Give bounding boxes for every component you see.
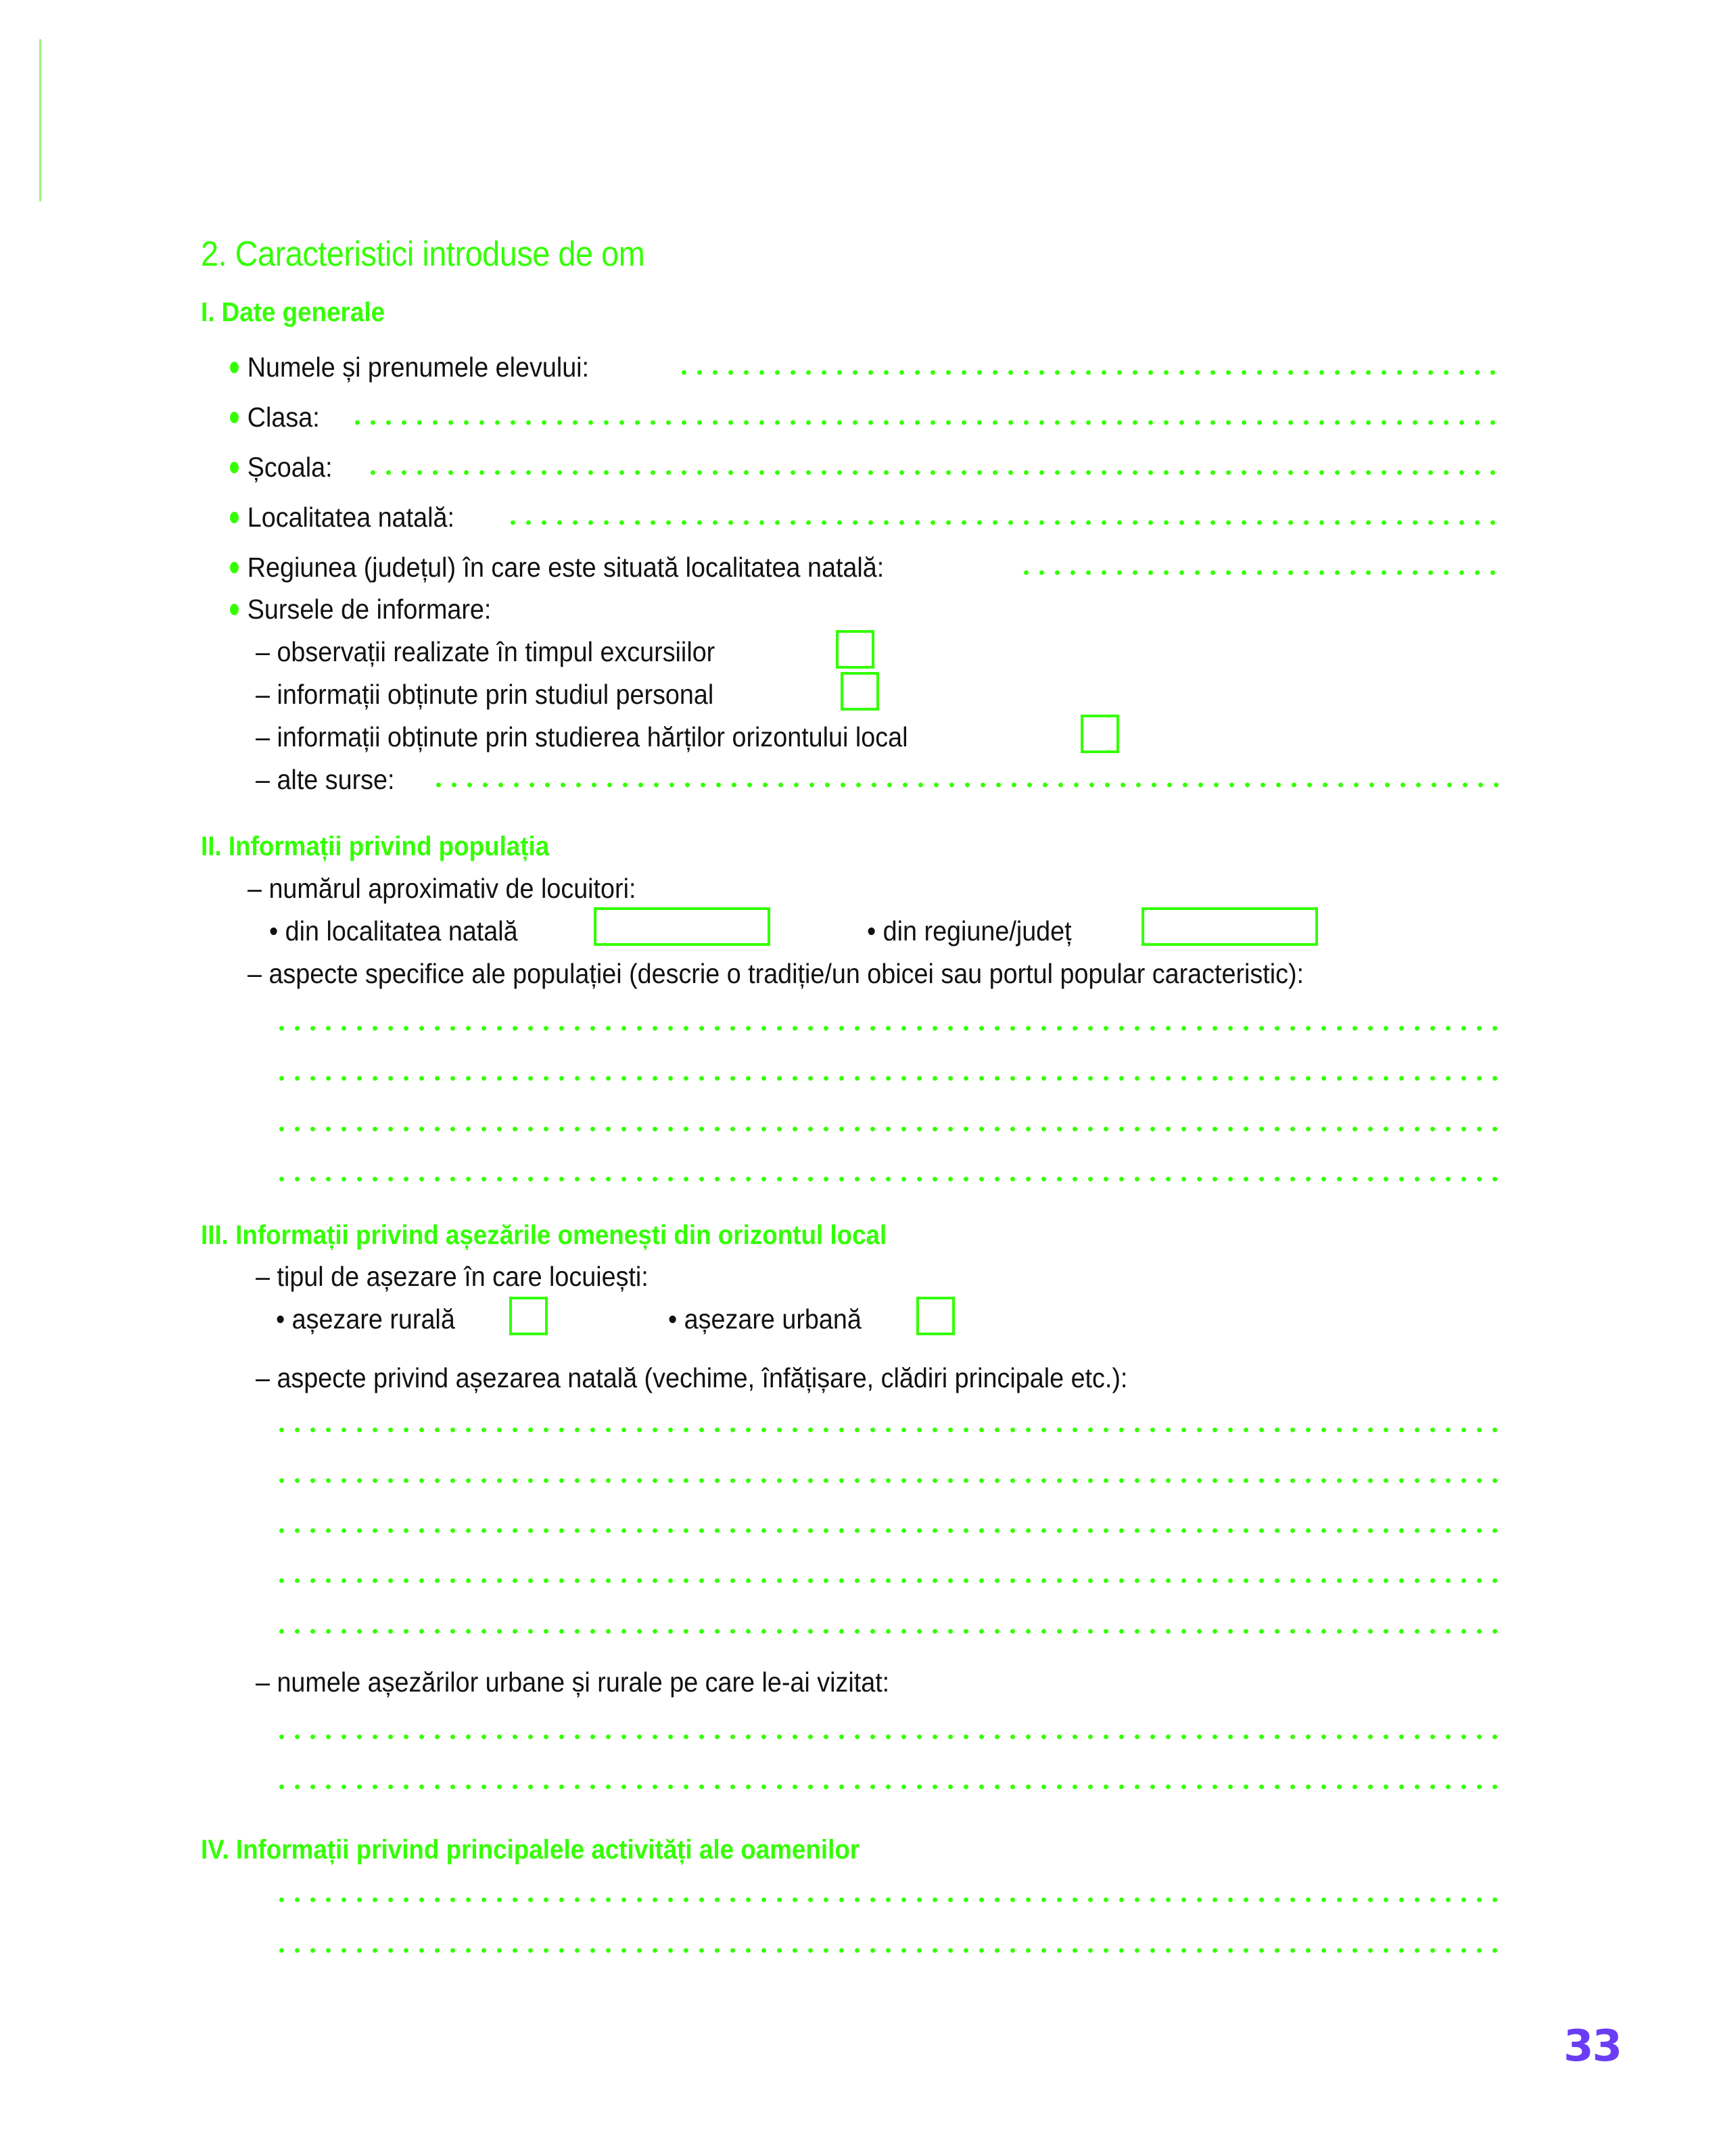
name-answer-line[interactable] — [682, 370, 1501, 375]
other-sources-answer-line[interactable] — [436, 782, 1501, 788]
class-answer-line[interactable] — [355, 420, 1501, 425]
source-excursions-checkbox[interactable] — [836, 630, 874, 669]
page-number: 33 — [1563, 2021, 1621, 2071]
visited-answer-line[interactable] — [279, 1734, 1501, 1740]
field-label: Sursele de informare: — [247, 594, 492, 625]
locality-inhabitants-input[interactable] — [594, 907, 770, 946]
section-title: 2. Caracteristici introduse de om — [201, 235, 645, 274]
population-aspects-label: – aspecte specifice ale populației (descrie o tradiție/un obicei sau portul popular caracteristic): — [248, 958, 1304, 989]
field-name — [230, 354, 589, 381]
activities-answer-line[interactable] — [279, 1897, 1501, 1902]
field-sources — [230, 596, 491, 623]
bullet-icon — [230, 412, 239, 423]
part1-heading: I. Date generale — [201, 297, 385, 327]
settlement-answer-line[interactable] — [279, 1629, 1501, 1634]
field-region — [230, 554, 884, 581]
population-answer-line[interactable] — [279, 1026, 1501, 1031]
locality-answer-line[interactable] — [511, 520, 1501, 525]
region-answer-line[interactable] — [1024, 570, 1501, 575]
margin-rule — [39, 39, 41, 201]
bullet-icon — [230, 462, 239, 473]
region-inhabitants-input[interactable] — [1142, 907, 1318, 946]
rural-checkbox[interactable] — [509, 1297, 548, 1335]
from-locality-label: • din localitatea natală — [269, 915, 518, 947]
source-personal-study-checkbox[interactable] — [841, 672, 879, 711]
source-maps: – informații obținute prin studierea hărților orizontului local — [256, 721, 908, 752]
bullet-icon — [230, 362, 239, 373]
field-label: Clasa: — [247, 402, 320, 433]
part3-heading: III. Informații privind așezările omenești din orizontul local — [201, 1220, 887, 1250]
source-excursions: – observații realizate în timpul excursiilor — [256, 636, 715, 667]
population-answer-line[interactable] — [279, 1126, 1501, 1132]
field-locality — [230, 504, 454, 531]
field-label: Localitatea natală: — [247, 502, 454, 533]
settlement-aspects-label: – aspecte privind așezarea natală (vechime, înfățișare, clădiri principale etc.): — [256, 1362, 1128, 1393]
settlement-answer-line[interactable] — [279, 1578, 1501, 1583]
source-maps-checkbox[interactable] — [1081, 715, 1119, 753]
field-label: Numele și prenumele elevului: — [247, 352, 590, 383]
settlement-answer-line[interactable] — [279, 1478, 1501, 1483]
rural-label: • așezare rurală — [276, 1303, 455, 1335]
field-label: Regiunea (județul) în care este situată localitatea natală: — [247, 552, 885, 583]
bullet-icon — [230, 512, 239, 523]
part2-heading: II. Informații privind populația — [201, 832, 550, 861]
visited-settlements-label: – numele așezărilor urbane și rurale pe care le-ai vizitat: — [256, 1667, 890, 1698]
part4-heading: IV. Informații privind principalele activități ale oamenilor — [201, 1835, 860, 1865]
visited-answer-line[interactable] — [279, 1784, 1501, 1790]
activities-answer-line[interactable] — [279, 1948, 1501, 1953]
from-region-label: • din regiune/județ — [867, 915, 1072, 947]
settlement-answer-line[interactable] — [279, 1427, 1501, 1433]
settlement-type-label: – tipul de așezare în care locuiești: — [256, 1261, 649, 1292]
inhabitants-label: – numărul aproximativ de locuitori: — [248, 873, 636, 904]
urban-checkbox[interactable] — [916, 1297, 955, 1335]
school-answer-line[interactable] — [371, 470, 1501, 475]
population-answer-line[interactable] — [279, 1076, 1501, 1081]
settlement-answer-line[interactable] — [279, 1528, 1501, 1533]
bullet-icon — [230, 604, 239, 615]
urban-label: • așezare urbană — [668, 1303, 862, 1335]
population-answer-line[interactable] — [279, 1176, 1501, 1182]
source-other: – alte surse: — [256, 764, 395, 795]
field-label: Școala: — [247, 452, 333, 483]
bullet-icon — [230, 562, 239, 573]
field-school — [230, 454, 333, 481]
field-class — [230, 404, 320, 431]
source-personal-study: – informații obținute prin studiul personal — [256, 679, 714, 710]
